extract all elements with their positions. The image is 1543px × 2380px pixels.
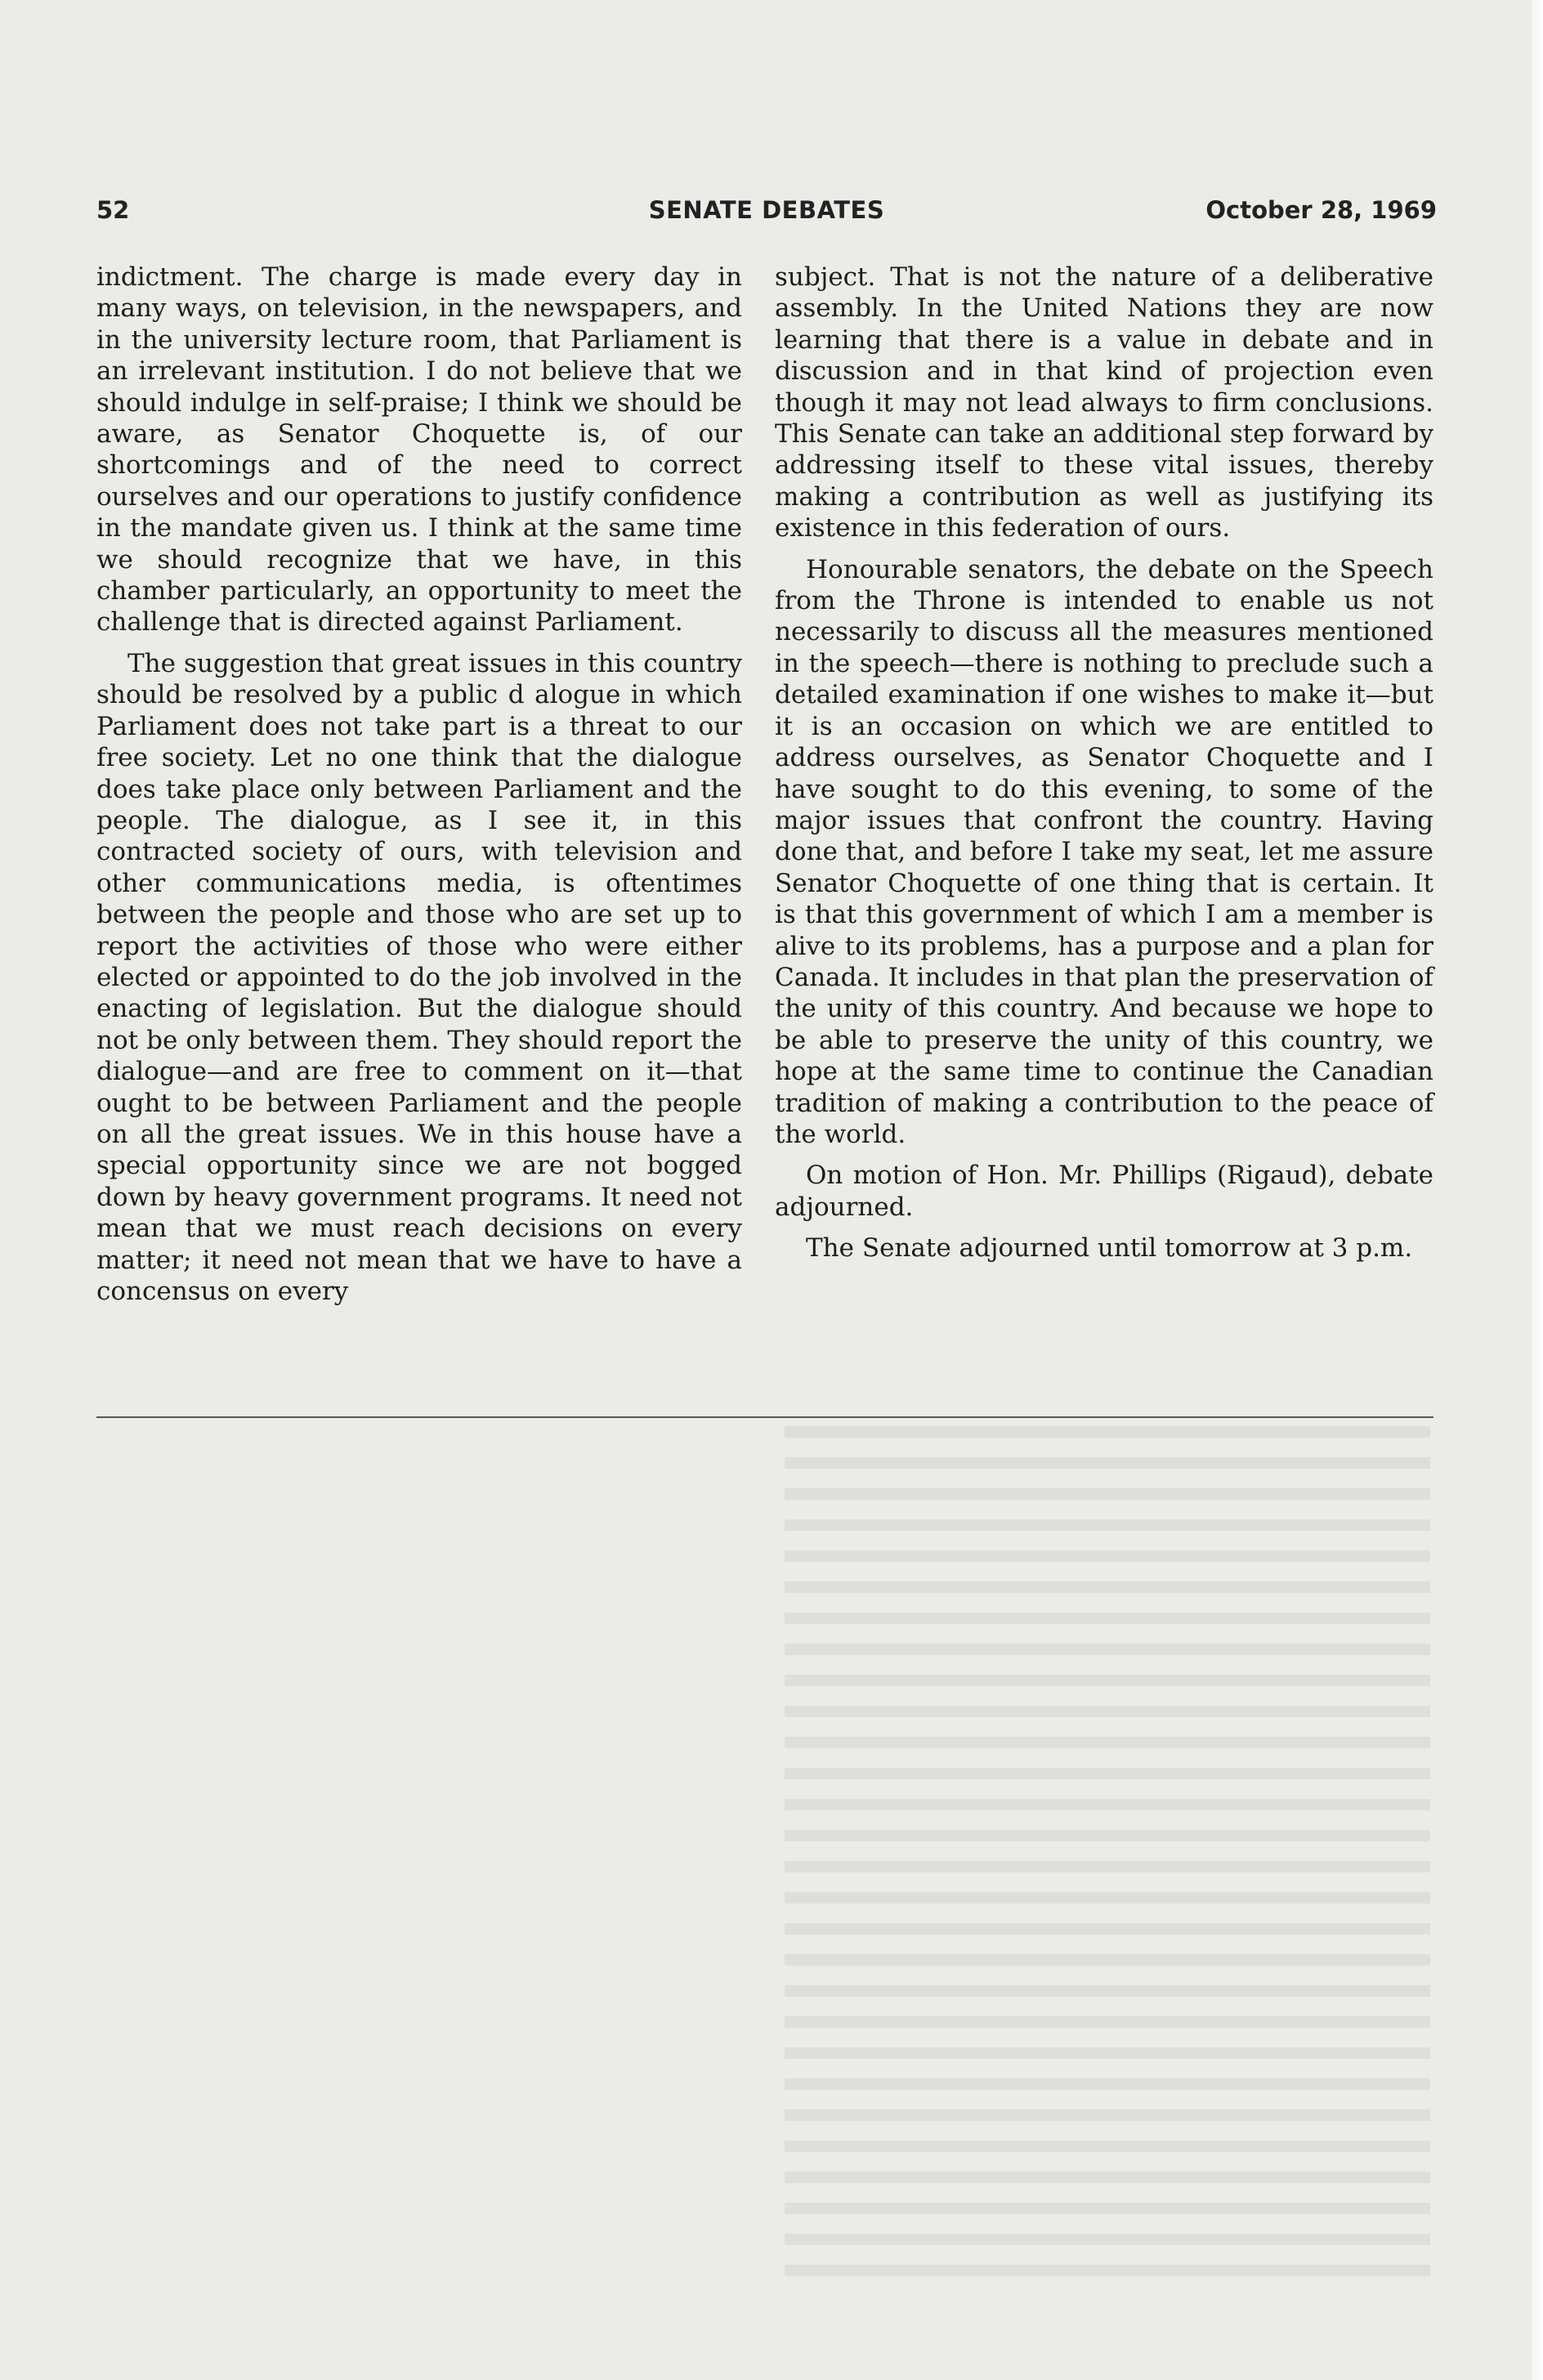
paragraph: subject. That is not the nature of a deliberative assembly. In the United Nations they are now learning that there is a value in debate and in discussion and in that kind of projection even though it may not lead always to firm conclusions. This Senate can take an additional step forward by addressing itself to these vital issues, thereby making a contribution as well as justifying its existence in this federation of ours. <box>775 262 1433 544</box>
page-edge <box>1532 0 1543 2380</box>
publication-title: SENATE DEBATES <box>648 196 885 224</box>
right-column <box>775 262 1433 1264</box>
publication-date: October 28, 1969 <box>1205 196 1437 224</box>
adjournment-paragraph: The Senate adjourned until tomorrow at 3 p.m. <box>806 1233 1413 1264</box>
paragraph: indictment. The charge is made every day in many ways, on television, in the newspapers, and in the university lecture room, that Parliament is an irrelevant institution. I do not believe that we should indulge in self-praise; I think we should be aware, as Senator Choquette is, of our shortcomings and of the need to correct ourselves and our operations to justify confidence in the mandate given us. I think at the same time we should recognize that we have, in this chamber particularly, an opportunity to meet the challenge that is directed against Parliament. <box>96 262 742 638</box>
left-column <box>96 262 742 1307</box>
motion-paragraph: On motion of Hon. Mr. Phillips (Rigaud), debate adjourned. <box>775 1161 1433 1222</box>
page-number: 52 <box>96 196 130 224</box>
bleed-through-texture <box>785 1426 1430 2293</box>
paragraph: The suggestion that great issues in this country should be resolved by a public d alogue in which Parliament does not take part is a threat to our free society. Let no one think that the dialogue does take place only between Parliament and the people. The dialogue, as I see it, in this contracted society of ours, with television and other communications media, is oftentimes between the people and those who are set up to report the activities of those who were either elected or appointed to do the job involved in the enacting of legislation. But the dialogue should not be only between them. They should report the dialogue—and are free to comment on it—that ought to be between Parliament and the people on all the great issues. We in this house have a special opportunity since we are not bogged down by heavy government programs. It need not mean that we must reach decisions on every matter; it need not mean that we have to have a concensus on every <box>96 648 742 1306</box>
end-rule <box>96 1416 1433 1418</box>
running-header <box>96 196 1437 232</box>
paragraph: Honourable senators, the debate on the Speech from the Throne is intended to enable us not necessarily to discuss all the measures mentioned in the speech—there is nothing to preclude such a detailed examination if one wishes to make it—but it is an occasion on which we are entitled to address ourselves, as Senator Choquette and I have sought to do this evening, to some of the major issues that confront the country. Having done that, and before I take my seat, let me assure Senator Choquette of one thing that is certain. It is that this government of which I am a member is alive to its problems, has a purpose and a plan for Canada. It includes in that plan the preservation of the unity of this country. And because we hope to be able to preserve the unity of this country, we hope at the same time to continue the Canadian tradition of making a contribution to the peace of the world. <box>775 554 1433 1149</box>
